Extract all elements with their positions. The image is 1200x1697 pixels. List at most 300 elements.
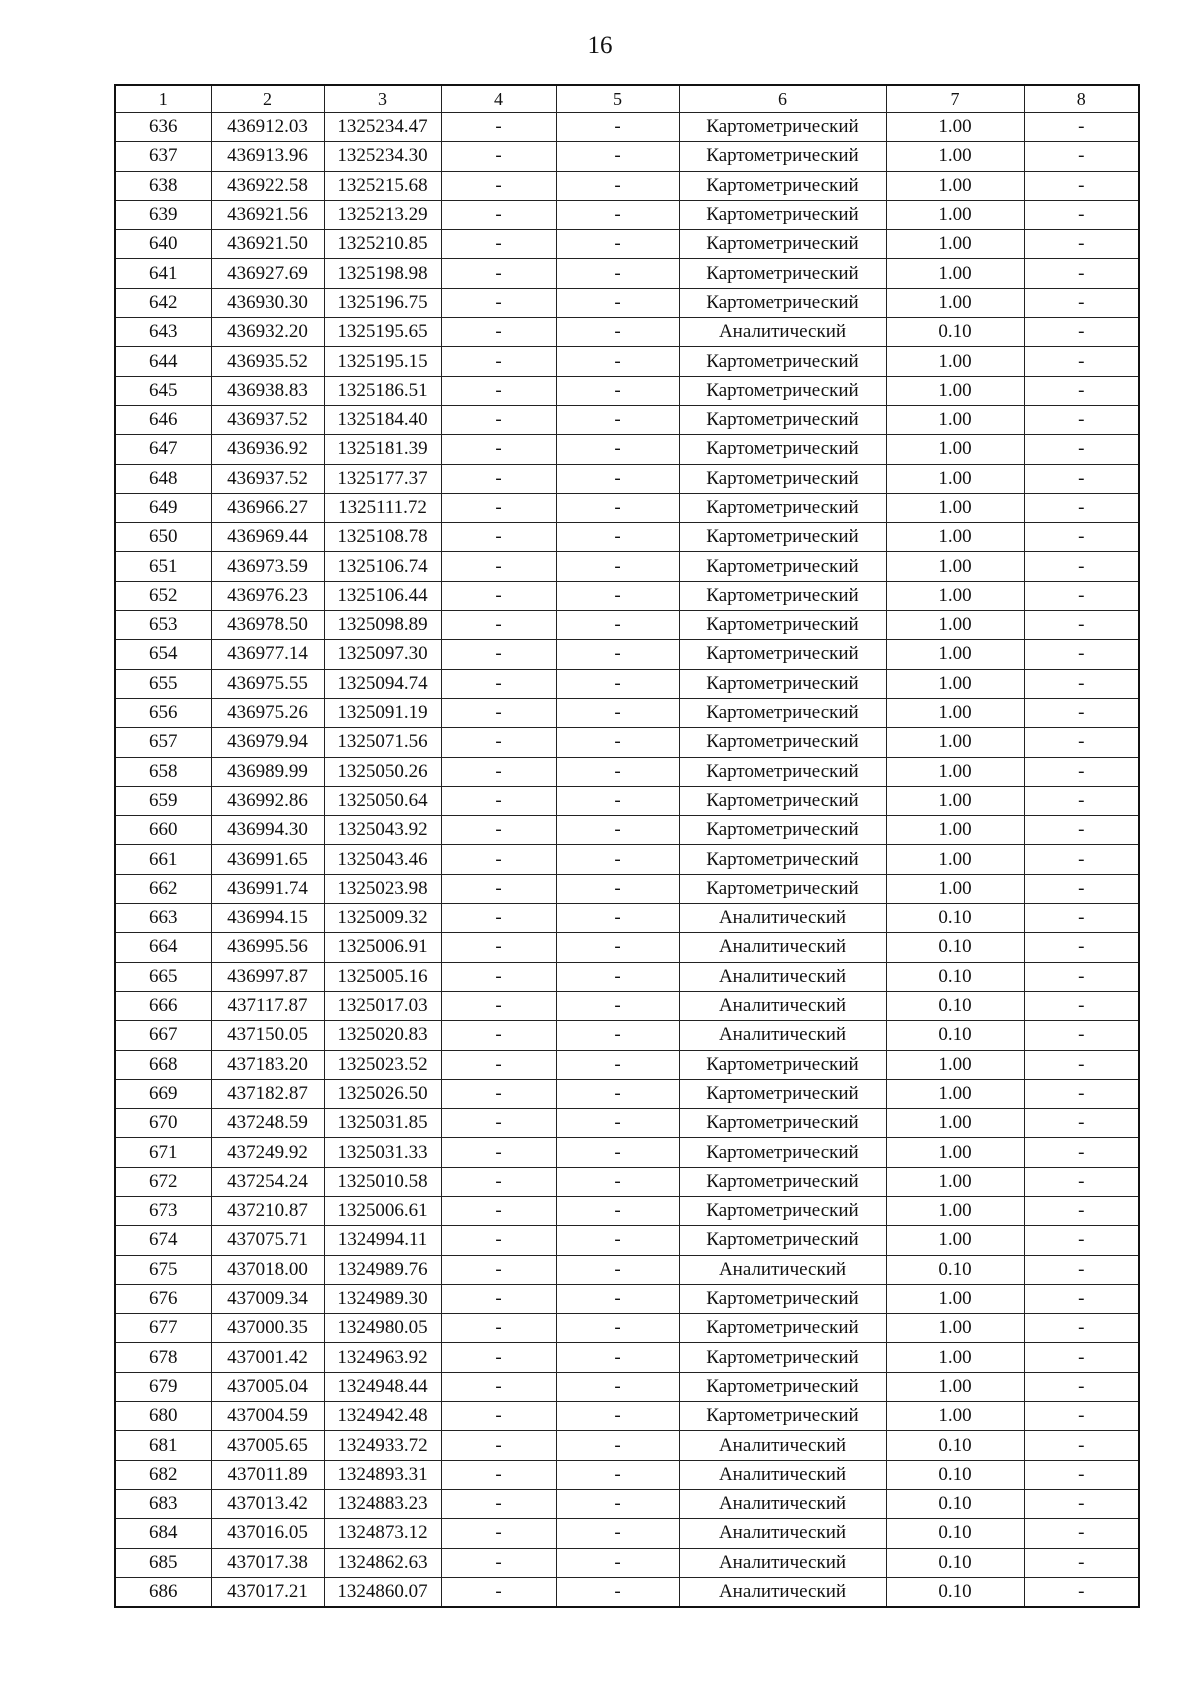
- column-8-cell: -: [1024, 1226, 1139, 1255]
- column-8-cell: -: [1024, 376, 1139, 405]
- y-coordinate-cell: 1325023.98: [324, 874, 441, 903]
- y-coordinate-cell: 1325050.64: [324, 786, 441, 815]
- y-coordinate-cell: 1325184.40: [324, 405, 441, 434]
- point-number-cell: 686: [115, 1577, 211, 1607]
- table-row: [115, 1314, 1139, 1343]
- point-number-cell: 668: [115, 1050, 211, 1079]
- method-cell: Аналитический: [679, 1255, 886, 1284]
- method-cell: Картометрический: [679, 640, 886, 669]
- table-row: [115, 611, 1139, 640]
- method-cell: Картометрический: [679, 259, 886, 288]
- column-4-cell: -: [441, 933, 556, 962]
- method-cell: Картометрический: [679, 816, 886, 845]
- x-coordinate-cell: 437075.71: [211, 1226, 324, 1255]
- table-row: [115, 581, 1139, 610]
- point-number-cell: 646: [115, 405, 211, 434]
- column-8-cell: -: [1024, 347, 1139, 376]
- x-coordinate-cell: 436935.52: [211, 347, 324, 376]
- table-row: [115, 1372, 1139, 1401]
- point-number-cell: 657: [115, 728, 211, 757]
- x-coordinate-cell: 437210.87: [211, 1196, 324, 1225]
- y-coordinate-cell: 1325031.85: [324, 1109, 441, 1138]
- table-row: [115, 1050, 1139, 1079]
- column-8-cell: -: [1024, 1431, 1139, 1460]
- column-5-cell: -: [556, 1460, 679, 1489]
- column-8-cell: -: [1024, 1050, 1139, 1079]
- table-row: [115, 816, 1139, 845]
- accuracy-cell: 1.00: [886, 669, 1024, 698]
- accuracy-cell: 0.10: [886, 1548, 1024, 1577]
- point-number-cell: 684: [115, 1519, 211, 1548]
- point-number-cell: 655: [115, 669, 211, 698]
- column-4-cell: -: [441, 1372, 556, 1401]
- accuracy-cell: 1.00: [886, 1138, 1024, 1167]
- column-8-cell: -: [1024, 523, 1139, 552]
- column-5-cell: -: [556, 230, 679, 259]
- y-coordinate-cell: 1325234.30: [324, 142, 441, 171]
- column-4-cell: -: [441, 552, 556, 581]
- column-8-cell: -: [1024, 259, 1139, 288]
- point-number-cell: 682: [115, 1460, 211, 1489]
- point-number-cell: 648: [115, 464, 211, 493]
- accuracy-cell: 1.00: [886, 816, 1024, 845]
- table-row: [115, 669, 1139, 698]
- point-number-cell: 637: [115, 142, 211, 171]
- accuracy-cell: 1.00: [886, 1284, 1024, 1313]
- table-row: [115, 142, 1139, 171]
- point-number-cell: 676: [115, 1284, 211, 1313]
- method-cell: Аналитический: [679, 1519, 886, 1548]
- table-row: [115, 1021, 1139, 1050]
- y-coordinate-cell: 1325094.74: [324, 669, 441, 698]
- accuracy-cell: 1.00: [886, 1314, 1024, 1343]
- column-8-cell: -: [1024, 757, 1139, 786]
- table-row: [115, 786, 1139, 815]
- table-row: [115, 1167, 1139, 1196]
- column-8-cell: -: [1024, 786, 1139, 815]
- column-5-cell: -: [556, 611, 679, 640]
- column-8-cell: -: [1024, 1079, 1139, 1108]
- table-row: [115, 962, 1139, 991]
- x-coordinate-cell: 437009.34: [211, 1284, 324, 1313]
- column-8-cell: -: [1024, 904, 1139, 933]
- x-coordinate-cell: 436977.14: [211, 640, 324, 669]
- accuracy-cell: 0.10: [886, 1255, 1024, 1284]
- column-8-cell: -: [1024, 1167, 1139, 1196]
- x-coordinate-cell: 437117.87: [211, 991, 324, 1020]
- point-number-cell: 666: [115, 991, 211, 1020]
- y-coordinate-cell: 1325050.26: [324, 757, 441, 786]
- column-5-cell: -: [556, 259, 679, 288]
- accuracy-cell: 1.00: [886, 1402, 1024, 1431]
- accuracy-cell: 1.00: [886, 288, 1024, 317]
- column-5-cell: -: [556, 1138, 679, 1167]
- column-8-cell: -: [1024, 1372, 1139, 1401]
- x-coordinate-cell: 436973.59: [211, 552, 324, 581]
- x-coordinate-cell: 437005.04: [211, 1372, 324, 1401]
- column-5-cell: -: [556, 200, 679, 229]
- column-4-cell: -: [441, 581, 556, 610]
- column-4-cell: -: [441, 1255, 556, 1284]
- column-4-cell: -: [441, 376, 556, 405]
- y-coordinate-cell: 1325005.16: [324, 962, 441, 991]
- table-row: [115, 1431, 1139, 1460]
- y-coordinate-cell: 1325091.19: [324, 698, 441, 727]
- y-coordinate-cell: 1324989.76: [324, 1255, 441, 1284]
- accuracy-cell: 1.00: [886, 171, 1024, 200]
- column-8-cell: -: [1024, 1284, 1139, 1313]
- column-8-cell: -: [1024, 552, 1139, 581]
- column-5-cell: -: [556, 698, 679, 727]
- accuracy-cell: 0.10: [886, 904, 1024, 933]
- method-cell: Картометрический: [679, 1167, 886, 1196]
- y-coordinate-cell: 1324942.48: [324, 1402, 441, 1431]
- x-coordinate-cell: 436976.23: [211, 581, 324, 610]
- x-coordinate-cell: 436921.50: [211, 230, 324, 259]
- column-5-cell: -: [556, 1489, 679, 1518]
- x-coordinate-cell: 437248.59: [211, 1109, 324, 1138]
- y-coordinate-cell: 1325210.85: [324, 230, 441, 259]
- x-coordinate-cell: 437001.42: [211, 1343, 324, 1372]
- x-coordinate-cell: 437249.92: [211, 1138, 324, 1167]
- y-coordinate-cell: 1325106.74: [324, 552, 441, 581]
- column-8-cell: -: [1024, 171, 1139, 200]
- column-5-cell: -: [556, 1109, 679, 1138]
- column-4-cell: -: [441, 698, 556, 727]
- accuracy-cell: 1.00: [886, 1372, 1024, 1401]
- column-5-cell: -: [556, 1314, 679, 1343]
- x-coordinate-cell: 436922.58: [211, 171, 324, 200]
- column-5-cell: -: [556, 1519, 679, 1548]
- y-coordinate-cell: 1324989.30: [324, 1284, 441, 1313]
- x-coordinate-cell: 436966.27: [211, 493, 324, 522]
- column-5-cell: -: [556, 786, 679, 815]
- point-number-cell: 662: [115, 874, 211, 903]
- column-5-cell: -: [556, 1079, 679, 1108]
- method-cell: Картометрический: [679, 1196, 886, 1225]
- column-8-cell: -: [1024, 230, 1139, 259]
- method-cell: Картометрический: [679, 1372, 886, 1401]
- table-header: [115, 85, 1139, 113]
- column-4-cell: -: [441, 171, 556, 200]
- y-coordinate-cell: 1325097.30: [324, 640, 441, 669]
- method-cell: Аналитический: [679, 904, 886, 933]
- table-row: [115, 1138, 1139, 1167]
- method-cell: Картометрический: [679, 786, 886, 815]
- column-4-cell: -: [441, 1519, 556, 1548]
- y-coordinate-cell: 1325071.56: [324, 728, 441, 757]
- column-header: 4: [441, 85, 556, 113]
- x-coordinate-cell: 436937.52: [211, 405, 324, 434]
- y-coordinate-cell: 1325023.52: [324, 1050, 441, 1079]
- table-row: [115, 288, 1139, 317]
- x-coordinate-cell: 436989.99: [211, 757, 324, 786]
- method-cell: Картометрический: [679, 230, 886, 259]
- table-row: [115, 904, 1139, 933]
- column-4-cell: -: [441, 611, 556, 640]
- point-number-cell: 658: [115, 757, 211, 786]
- column-5-cell: -: [556, 376, 679, 405]
- column-8-cell: -: [1024, 1548, 1139, 1577]
- point-number-cell: 639: [115, 200, 211, 229]
- accuracy-cell: 1.00: [886, 728, 1024, 757]
- point-number-cell: 656: [115, 698, 211, 727]
- column-5-cell: -: [556, 405, 679, 434]
- point-number-cell: 661: [115, 845, 211, 874]
- column-8-cell: -: [1024, 1577, 1139, 1607]
- table-row: [115, 405, 1139, 434]
- column-4-cell: -: [441, 493, 556, 522]
- y-coordinate-cell: 1324933.72: [324, 1431, 441, 1460]
- column-5-cell: -: [556, 113, 679, 142]
- y-coordinate-cell: 1325031.33: [324, 1138, 441, 1167]
- column-8-cell: -: [1024, 200, 1139, 229]
- column-5-cell: -: [556, 464, 679, 493]
- point-number-cell: 683: [115, 1489, 211, 1518]
- accuracy-cell: 1.00: [886, 435, 1024, 464]
- column-5-cell: -: [556, 552, 679, 581]
- column-5-cell: -: [556, 171, 679, 200]
- column-5-cell: -: [556, 318, 679, 347]
- y-coordinate-cell: 1324994.11: [324, 1226, 441, 1255]
- method-cell: Картометрический: [679, 1284, 886, 1313]
- point-number-cell: 660: [115, 816, 211, 845]
- method-cell: Картометрический: [679, 581, 886, 610]
- point-number-cell: 669: [115, 1079, 211, 1108]
- column-8-cell: -: [1024, 142, 1139, 171]
- column-8-cell: -: [1024, 1519, 1139, 1548]
- accuracy-cell: 1.00: [886, 405, 1024, 434]
- accuracy-cell: 1.00: [886, 142, 1024, 171]
- column-8-cell: -: [1024, 1343, 1139, 1372]
- column-8-cell: -: [1024, 405, 1139, 434]
- x-coordinate-cell: 437004.59: [211, 1402, 324, 1431]
- x-coordinate-cell: 436936.92: [211, 435, 324, 464]
- method-cell: Аналитический: [679, 1548, 886, 1577]
- accuracy-cell: 0.10: [886, 962, 1024, 991]
- column-5-cell: -: [556, 728, 679, 757]
- x-coordinate-cell: 436992.86: [211, 786, 324, 815]
- method-cell: Картометрический: [679, 376, 886, 405]
- column-4-cell: -: [441, 259, 556, 288]
- column-4-cell: -: [441, 1489, 556, 1518]
- method-cell: Картометрический: [679, 669, 886, 698]
- column-8-cell: -: [1024, 435, 1139, 464]
- y-coordinate-cell: 1325026.50: [324, 1079, 441, 1108]
- method-cell: Аналитический: [679, 962, 886, 991]
- accuracy-cell: 0.10: [886, 318, 1024, 347]
- y-coordinate-cell: 1325111.72: [324, 493, 441, 522]
- point-number-cell: 680: [115, 1402, 211, 1431]
- method-cell: Аналитический: [679, 1431, 886, 1460]
- y-coordinate-cell: 1325010.58: [324, 1167, 441, 1196]
- accuracy-cell: 1.00: [886, 757, 1024, 786]
- column-header: 8: [1024, 85, 1139, 113]
- accuracy-cell: 1.00: [886, 113, 1024, 142]
- column-4-cell: -: [441, 523, 556, 552]
- point-number-cell: 641: [115, 259, 211, 288]
- y-coordinate-cell: 1325213.29: [324, 200, 441, 229]
- column-4-cell: -: [441, 728, 556, 757]
- accuracy-cell: 1.00: [886, 259, 1024, 288]
- point-number-cell: 642: [115, 288, 211, 317]
- table-row: [115, 1079, 1139, 1108]
- column-8-cell: -: [1024, 1255, 1139, 1284]
- method-cell: Картометрический: [679, 611, 886, 640]
- column-4-cell: -: [441, 464, 556, 493]
- accuracy-cell: 1.00: [886, 786, 1024, 815]
- point-number-cell: 651: [115, 552, 211, 581]
- column-4-cell: -: [441, 347, 556, 376]
- y-coordinate-cell: 1324883.23: [324, 1489, 441, 1518]
- y-coordinate-cell: 1325043.46: [324, 845, 441, 874]
- point-number-cell: 643: [115, 318, 211, 347]
- method-cell: Картометрический: [679, 874, 886, 903]
- table-row: [115, 347, 1139, 376]
- column-5-cell: -: [556, 142, 679, 171]
- point-number-cell: 649: [115, 493, 211, 522]
- column-5-cell: -: [556, 933, 679, 962]
- column-4-cell: -: [441, 904, 556, 933]
- method-cell: Картометрический: [679, 1343, 886, 1372]
- method-cell: Картометрический: [679, 1109, 886, 1138]
- x-coordinate-cell: 437254.24: [211, 1167, 324, 1196]
- column-8-cell: -: [1024, 318, 1139, 347]
- accuracy-cell: 1.00: [886, 376, 1024, 405]
- column-4-cell: -: [441, 640, 556, 669]
- y-coordinate-cell: 1324948.44: [324, 1372, 441, 1401]
- column-8-cell: -: [1024, 698, 1139, 727]
- table-row: [115, 1519, 1139, 1548]
- x-coordinate-cell: 436997.87: [211, 962, 324, 991]
- point-number-cell: 672: [115, 1167, 211, 1196]
- column-4-cell: -: [441, 1050, 556, 1079]
- point-number-cell: 673: [115, 1196, 211, 1225]
- method-cell: Картометрический: [679, 757, 886, 786]
- point-number-cell: 670: [115, 1109, 211, 1138]
- method-cell: Картометрический: [679, 142, 886, 171]
- column-8-cell: -: [1024, 113, 1139, 142]
- accuracy-cell: 1.00: [886, 1109, 1024, 1138]
- point-number-cell: 665: [115, 962, 211, 991]
- y-coordinate-cell: 1325195.65: [324, 318, 441, 347]
- column-4-cell: -: [441, 405, 556, 434]
- x-coordinate-cell: 437013.42: [211, 1489, 324, 1518]
- column-5-cell: -: [556, 874, 679, 903]
- y-coordinate-cell: 1325020.83: [324, 1021, 441, 1050]
- point-number-cell: 650: [115, 523, 211, 552]
- x-coordinate-cell: 436912.03: [211, 113, 324, 142]
- y-coordinate-cell: 1325177.37: [324, 464, 441, 493]
- point-number-cell: 678: [115, 1343, 211, 1372]
- table-row: [115, 200, 1139, 229]
- method-cell: Картометрический: [679, 845, 886, 874]
- column-5-cell: -: [556, 1021, 679, 1050]
- y-coordinate-cell: 1325186.51: [324, 376, 441, 405]
- column-8-cell: -: [1024, 493, 1139, 522]
- column-5-cell: -: [556, 493, 679, 522]
- column-4-cell: -: [441, 816, 556, 845]
- accuracy-cell: 1.00: [886, 845, 1024, 874]
- x-coordinate-cell: 436991.74: [211, 874, 324, 903]
- column-8-cell: -: [1024, 1138, 1139, 1167]
- accuracy-cell: 1.00: [886, 1050, 1024, 1079]
- x-coordinate-cell: 437005.65: [211, 1431, 324, 1460]
- table-row: [115, 552, 1139, 581]
- column-5-cell: -: [556, 757, 679, 786]
- accuracy-cell: 1.00: [886, 200, 1024, 229]
- column-5-cell: -: [556, 1402, 679, 1431]
- column-5-cell: -: [556, 1431, 679, 1460]
- column-5-cell: -: [556, 816, 679, 845]
- column-4-cell: -: [441, 1577, 556, 1607]
- column-8-cell: -: [1024, 845, 1139, 874]
- accuracy-cell: 1.00: [886, 874, 1024, 903]
- point-number-cell: 636: [115, 113, 211, 142]
- table-row: [115, 728, 1139, 757]
- table-row: [115, 991, 1139, 1020]
- column-8-cell: -: [1024, 991, 1139, 1020]
- column-4-cell: -: [441, 1343, 556, 1372]
- table-row: [115, 464, 1139, 493]
- accuracy-cell: 1.00: [886, 1343, 1024, 1372]
- point-number-cell: 644: [115, 347, 211, 376]
- column-header: 5: [556, 85, 679, 113]
- x-coordinate-cell: 436994.15: [211, 904, 324, 933]
- x-coordinate-cell: 437016.05: [211, 1519, 324, 1548]
- accuracy-cell: 1.00: [886, 581, 1024, 610]
- accuracy-cell: 0.10: [886, 933, 1024, 962]
- table-row: [115, 933, 1139, 962]
- column-4-cell: -: [441, 845, 556, 874]
- table-row: [115, 523, 1139, 552]
- method-cell: Картометрический: [679, 1314, 886, 1343]
- accuracy-cell: 0.10: [886, 1577, 1024, 1607]
- column-4-cell: -: [441, 1284, 556, 1313]
- column-8-cell: -: [1024, 933, 1139, 962]
- column-header: 7: [886, 85, 1024, 113]
- table-row: [115, 493, 1139, 522]
- method-cell: Картометрический: [679, 464, 886, 493]
- column-4-cell: -: [441, 1167, 556, 1196]
- y-coordinate-cell: 1324862.63: [324, 1548, 441, 1577]
- column-5-cell: -: [556, 1050, 679, 1079]
- y-coordinate-cell: 1325106.44: [324, 581, 441, 610]
- method-cell: Картометрический: [679, 1138, 886, 1167]
- accuracy-cell: 1.00: [886, 230, 1024, 259]
- table-body: [115, 113, 1139, 1608]
- column-8-cell: -: [1024, 288, 1139, 317]
- table-row: [115, 1109, 1139, 1138]
- column-5-cell: -: [556, 1167, 679, 1196]
- column-4-cell: -: [441, 1196, 556, 1225]
- table-row: [115, 1284, 1139, 1313]
- column-header: 1: [115, 85, 211, 113]
- y-coordinate-cell: 1325006.91: [324, 933, 441, 962]
- column-4-cell: -: [441, 200, 556, 229]
- column-5-cell: -: [556, 640, 679, 669]
- column-4-cell: -: [441, 962, 556, 991]
- column-5-cell: -: [556, 1226, 679, 1255]
- column-4-cell: -: [441, 1138, 556, 1167]
- table-row: [115, 1548, 1139, 1577]
- column-5-cell: -: [556, 581, 679, 610]
- table-row: [115, 1402, 1139, 1431]
- method-cell: Аналитический: [679, 1460, 886, 1489]
- column-8-cell: -: [1024, 874, 1139, 903]
- column-4-cell: -: [441, 991, 556, 1020]
- accuracy-cell: 1.00: [886, 1226, 1024, 1255]
